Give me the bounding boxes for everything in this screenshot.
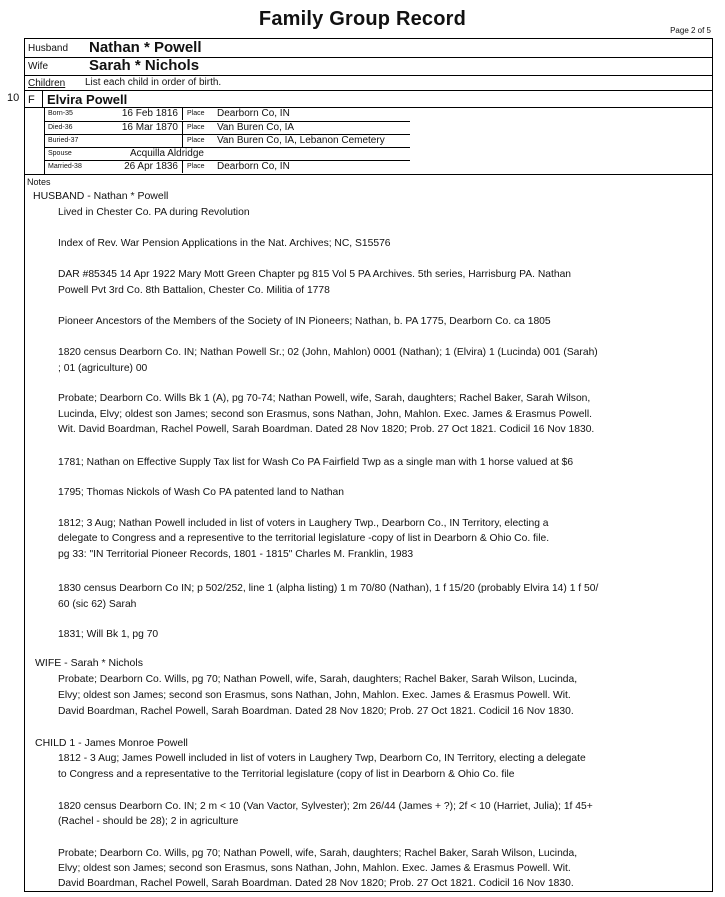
died-date: 16 Mar 1870 [121,122,178,133]
note-line: 60 (sic 62) Sarah [58,599,137,610]
married-row [45,160,410,173]
note-line: Lived in Chester Co. PA during Revolution [58,207,250,218]
note-line: 1820 census Dearborn Co. IN; Nathan Powell Sr.; 02 (John, Mahlon) 0001 (Nathan); 1 (Elvira) 1 (Lucinda) 001 (Sarah) [58,347,598,358]
born-row [45,108,410,120]
note-line: Lucinda, Elvy; oldest son James; second son Erasmus, sons Nathan, John, Mahlon. Exec. James & Erasmus Powell. [58,409,592,420]
children-header [24,76,713,91]
children-label: Children [28,78,66,89]
note-line: 1795; Thomas Nickols of Wash Co PA patented land to Nathan [58,487,344,498]
note-line: 1812; 3 Aug; Nathan Powell included in list of voters in Laughery Twp., Dearborn Co., IN Territory, electing a [58,518,549,529]
child-sex: F [28,94,35,106]
note-line: Index of Rev. War Pension Applications in the Nat. Archives; NC, S15576 [58,238,391,249]
married-date: 26 Apr 1836 [124,161,178,172]
page-number: Page 2 of 5 [670,26,711,35]
buried-row [45,134,410,147]
buried-label: Buried-37 [48,137,79,144]
married-place: Dearborn Co, IN [217,161,290,172]
note-line: to Congress and a representative to the Territorial legislature (copy of list in Dearborn & Ohio Co. file [58,769,515,780]
note-line: Probate; Dearborn Co. Wills, pg 70; Nathan Powell, wife, Sarah, daughters; Rachel Baker, Sarah Wilson, Lucinda, [58,674,578,685]
buried-place-label: Place [187,137,205,144]
page-title: Family Group Record [258,8,467,30]
child-name-row [24,91,713,108]
note-line: 1820 census Dearborn Co. IN; 2 m < 10 (Van Vactor, Sylvester); 2m 26/44 (James + ?); 2f < 10 (Harriet, Julia); 1f 45+ [58,801,593,812]
note-line: (Rachel - should be 28); 2 in agriculture [58,816,239,827]
born-place: Dearborn Co, IN [217,108,290,119]
note-line: 1831; Will Bk 1, pg 70 [58,629,159,640]
husband-label: Husband [28,43,69,54]
note-line: Probate; Dearborn Co. Wills Bk 1 (A), pg 70-74; Nathan Powell, wife, Sarah, daughters; Rachel Baker, Sarah Wilson, [58,393,591,404]
note-line: David Boardman, Rachel Powell, Sarah Boardman. Dated 28 Nov 1820; Prob. 27 Oct 1821. Codicil 16 Nov 1830. [58,706,574,717]
child-number: 10 [7,92,20,104]
note-line: 1812 - 3 Aug; James Powell included in list of voters in Laughery Twp, Dearborn Co, IN Territory, electing a delegate [58,753,586,764]
husband-name: Nathan * Powell [89,39,202,56]
married-label: Married-38 [48,163,82,170]
died-row [45,121,410,134]
born-label: Born-35 [48,110,73,117]
note-line: Probate; Dearborn Co. Wills, pg 70; Nathan Powell, wife, Sarah, daughters; Rachel Baker, Sarah Wilson, Lucinda, [58,848,578,859]
note-line: 1781; Nathan on Effective Supply Tax list for Wash Co PA Fairfield Twp as a single man with 1 horse valued at $6 [58,457,574,468]
spouse-name: Acquilla Aldridge [130,148,204,159]
born-place-label: Place [187,110,205,117]
spouse-label: Spouse [48,150,72,157]
note-line: DAR #85345 14 Apr 1922 Mary Mott Green Chapter pg 815 Vol 5 PA Archives. 5th series, Harrisburg PA. Nathan [58,269,572,280]
spouse-row [45,147,410,160]
notes-label: Notes [27,177,51,187]
died-place: Van Buren Co, IA [217,122,295,133]
child-notes-title: CHILD 1 - James Monroe Powell [35,737,188,749]
born-date: 16 Feb 1816 [121,108,178,119]
wife-name: Sarah * Nichols [89,57,200,74]
wife-row [24,57,713,76]
wife-notes-title: WIFE - Sarah * Nichols [35,657,143,669]
note-line: pg 33: "IN Territorial Pioneer Records, 1801 - 1815" Charles M. Franklin, 1983 [58,549,414,560]
husband-row [24,38,713,58]
note-line: David Boardman, Rachel Powell, Sarah Boardman. Dated 28 Nov 1820; Prob. 27 Oct 1821. Codicil 16 Nov 1830. [58,878,574,889]
note-line: Pioneer Ancestors of the Members of the Society of IN Pioneers; Nathan, b. PA 1775, Dearborn Co. ca 1805 [58,316,551,327]
buried-place: Van Buren Co, IA, Lebanon Cemetery [217,135,385,146]
note-line: Elvy; oldest son James; second son Erasmus, sons Nathan, John, Mahlon. Exec. James & Erasmus Powell. Wit. [58,863,571,874]
died-label: Died-36 [48,124,73,131]
note-line: Elvy; oldest son James; second son Erasmus, sons Nathan, John, Mahlon. Exec. James & Erasmus Powell. Wit. [58,690,571,701]
children-instructions: List each child in order of birth. [85,77,222,88]
note-line: Wit. David Boardman, Rachel Powell, Sarah Boardman. Dated 28 Nov 1820; Prob. 27 Oct 1821. Codicil 16 Nov 1830. [58,424,595,435]
husband-notes-title: HUSBAND - Nathan * Powell [33,190,169,202]
note-line: Powell Pvt 3rd Co. 8th Battalion, Chester Co. Militia of 1778 [58,285,330,296]
died-place-label: Place [187,124,205,131]
note-line: 1830 census Dearborn Co IN; p 502/252, line 1 (alpha listing) 1 m 70/80 (Nathan), 1 f 15/20 (probably Elvira 14) 1 f 50/ [58,583,599,594]
note-line: delegate to Congress and a representive to the territorial legislature -copy of list in Dearborn & Ohio Co. file. [58,533,550,544]
wife-label: Wife [28,61,48,72]
child-name: Elvira Powell [47,92,128,107]
married-place-label: Place [187,163,205,170]
note-line: ; 01 (agriculture) 00 [58,363,148,374]
